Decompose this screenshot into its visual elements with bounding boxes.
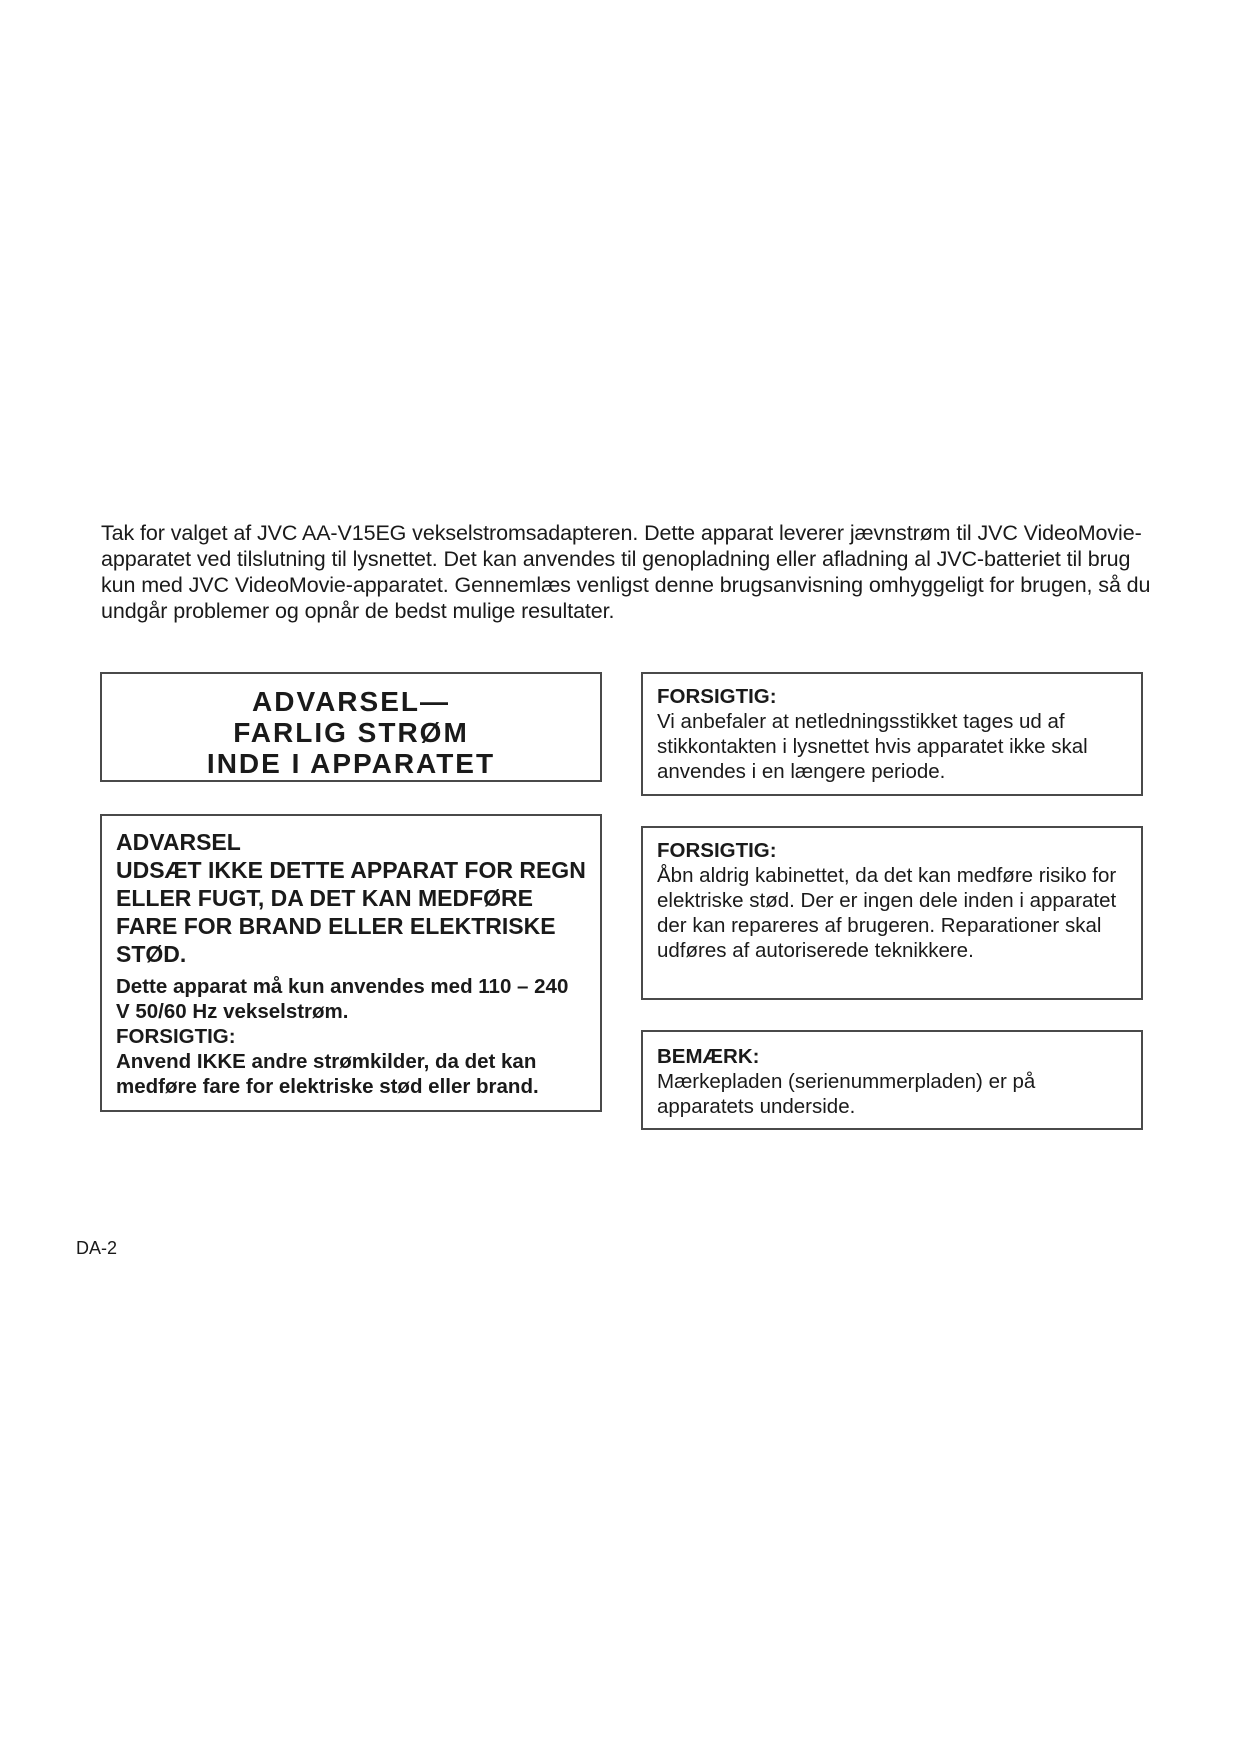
rain-moisture-warning: UDSÆT IKKE DETTE APPARAT FOR REGN ELLER FUGT, DA DET KAN MEDFØRE FARE FOR BRAND ELLER ELEKTRISKE STØD. bbox=[116, 857, 586, 967]
danger-line-2: FARLIG STRØM bbox=[233, 717, 469, 748]
note-text: Mærkepladen (serienummerpladen) er på apparatets underside. bbox=[657, 1070, 1036, 1118]
note-title: BEMÆRK: bbox=[657, 1045, 760, 1068]
unplug-caution-box bbox=[641, 672, 1143, 796]
danger-line-3: INDE I APPARATET bbox=[206, 748, 496, 779]
unplug-caution-text: Vi anbefaler at netledningsstikket tages ud af stikkontakten i lysnettet hvis apparatet ikke skal anvendes i en længere periode. bbox=[657, 710, 1088, 783]
unplug-caution-title: FORSIGTIG: bbox=[657, 685, 777, 708]
rating-plate-note-box bbox=[641, 1030, 1143, 1130]
power-caution-text: Anvend IKKE andre strømkilder, da det kan medføre fare for elektriske stød eller brand. bbox=[116, 1050, 539, 1098]
cabinet-caution-title: FORSIGTIG: bbox=[657, 839, 777, 862]
page-number: DA-2 bbox=[76, 1238, 118, 1258]
danger-line-1: ADVARSEL— bbox=[252, 686, 450, 717]
cabinet-caution-box bbox=[641, 826, 1143, 1000]
voltage-notice: Dette apparat må kun anvendes med 110 – 240 V 50/60 Hz vekselstrøm. bbox=[116, 975, 569, 1023]
cabinet-caution-text: Åbn aldrig kabinettet, da det kan medføre risiko for elektriske stød. Der er ingen dele inden i apparatet der kan repareres af brugeren. Reparationer skal udføres af autoriserede teknikkere. bbox=[657, 864, 1117, 962]
power-caution-title: FORSIGTIG: bbox=[116, 1025, 236, 1048]
rain-warning-box bbox=[100, 814, 602, 1112]
danger-warning-box bbox=[100, 672, 602, 782]
warning-heading: ADVARSEL bbox=[116, 829, 241, 855]
intro-paragraph: Tak for valget af JVC AA-V15EG vekselstromsadapteren. Dette apparat leverer jævnstrøm til JVC VideoMovie-apparatet ved tilslutning til lysnettet. Det kan anvendes til genopladning eller afladning al JVC-batteriet til brug kun med JVC VideoMovie-apparatet. Gennemlæs venligst denne brugsanvisning omhyggeligt for brugen, så du undgår problemer og opnår de bedst mulige resultater. bbox=[101, 521, 1151, 623]
